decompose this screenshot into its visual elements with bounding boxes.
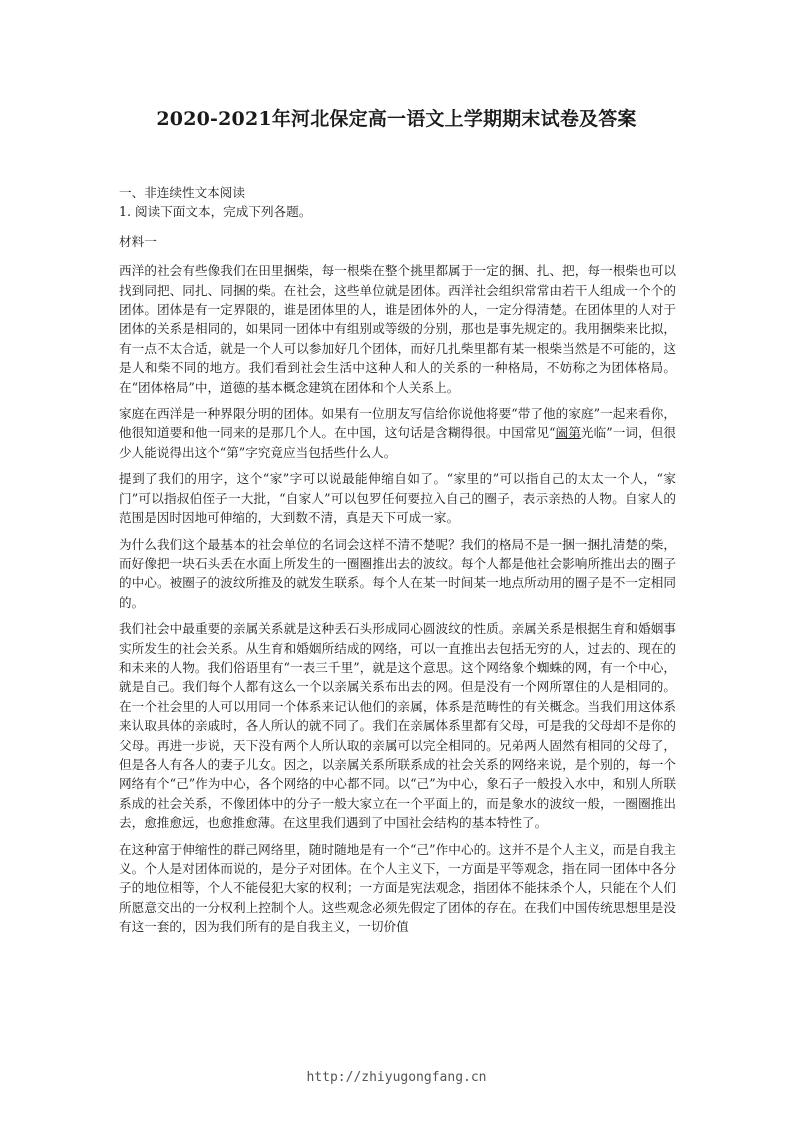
underlined-term: 阖第 [555,425,581,441]
document-body [119,183,676,944]
material-label: 材料一 [119,233,157,249]
paragraph-family [119,404,676,462]
paragraph: 提到了我们的用字，这个“家”字可以说最能伸缩自如了。“家里的”可以指自己的太太一个人，“家门”可以指叔伯侄子一大批，“自家人”可以包罗任何要拉入自己的圈子，表示亲热的人物。自家人的范围是因时因地可伸缩的，大到数不清，真是天下可成一家。 [119,471,676,526]
paragraph: 西洋的社会有些像我们在田里捆柴，每一根柴在整个挑里都属于一定的捆、扎、把，每一根柴也可以找到同把、同扎、同捆的柴。在社会，这些单位就是团体。西洋社会组织常常由若干人组成一个个的团体。团体是有一定界限的，谁是团体里的人，谁是团体外的人，一定分得清楚。在团体里的人对于团体的关系是相同的，如果同一团体中有组别或等级的分别，那也是事先规定的。我用捆柴来比拟，有一点不太合适，就是一个人可以参加好几个团体，而好几扎柴里都有某一根柴当然是不可能的，这是人和柴不同的地方。我们看到社会生活中这种人和人的关系的一种格局，不妨称之为团体格局。在“团体格局”中，道德的基本概念建筑在团体和个人关系上。 [119,263,676,395]
footer-url[interactable]: http://zhiyugongfang.cn [306,1070,487,1085]
document-title: 2020-2021年河北保定高一语文上学期期末试卷及答案 [156,108,637,130]
question-prompt: 1. 阅读下面文本，完成下列各题。 [119,204,312,220]
paragraph: 我们社会中最重要的亲属关系就是这种丢石头形成同心圆波纹的性质。亲属关系是根据生育和婚姻事实所发生的社会关系。从生育和婚姻所结成的网络，可以一直推出去包括无穷的人，过去的、现在的和未来的人物。我们俗语里有“一表三千里”，就是这个意思。这个网络象个蜘蛛的网，有一个中心，就是自己。我们每个人都有这么一个以亲属关系布出去的网。但是没有一个网所罩住的人是相同的。在一个社会里的人可以用同一个体系来记认他们的亲属，体系是范畴性的有关概念。当我们用这体系来认取具体的亲戚时，各人所认的就不同了。我们在亲属体系里都有父母，可是我的父母却不是你的父母。再进一步说，天下没有两个人所认取的亲属可以完全相同的。兄弟两人固然有相同的父母了，但是各人有各人的妻子儿女。因之，以亲属关系所联系成的社会关系的网络来说，是个别的，每一个网络有个“己”作为中心，各个网络的中心都不同。以“己”为中心，象石子一般投入水中，和别人所联系成的社会关系，不像团体中的分子一般大家立在一个平面上的，而是象水的波纹一般，一圈圈推出去，愈推愈远，也愈推愈薄。在这里我们遇到了中国社会结构的基本特性了。 [119,621,676,831]
paragraph-family-after: 光临”一词，但很少人能说得出这个“第”字究竟应当包括些什么人。 [119,425,676,460]
paragraph-family-before: 家庭在西洋是一种界限分明的团体。如果有一位朋友写信给你说他将要“带了他的家庭”一起来看你，他很知道要和他一同来的是那几个人。在中国，这句话是含糊得很。中国常见“ [119,406,676,441]
section-heading: 一、非连续性文本阅读 [119,185,245,200]
paragraph: 在这种富于伸缩性的群己网络里，随时随地是有一个“己”作中心的。这并不是个人主义，而是自我主义。个人是对团体而说的，是分子对团体。在个人主义下，一方面是平等观念，指在同一团体中各分子的地位相等，个人不能侵犯大家的权利；一方面是宪法观念，指团体不能抹杀个人，只能在个人们所愿意交出的一分权利上控制个人。这些观念必须先假定了团体的存在。在我们中国传统思想里是没有这一套的，因为我们所有的是自我主义，一切价值 [119,841,676,935]
paragraph: 为什么我们这个最基本的社会单位的名词会这样不清不楚呢？我们的格局不是一捆一捆扎清楚的柴，而好像把一块石头丢在水面上所发生的一圈圈推出去的波纹。每个人都是他社会影响所推出去的圈子的中心。被圈子的波纹所推及的就发生联系。每个人在某一时间某一地点所动用的圈子是不一定相同的。 [119,536,676,610]
